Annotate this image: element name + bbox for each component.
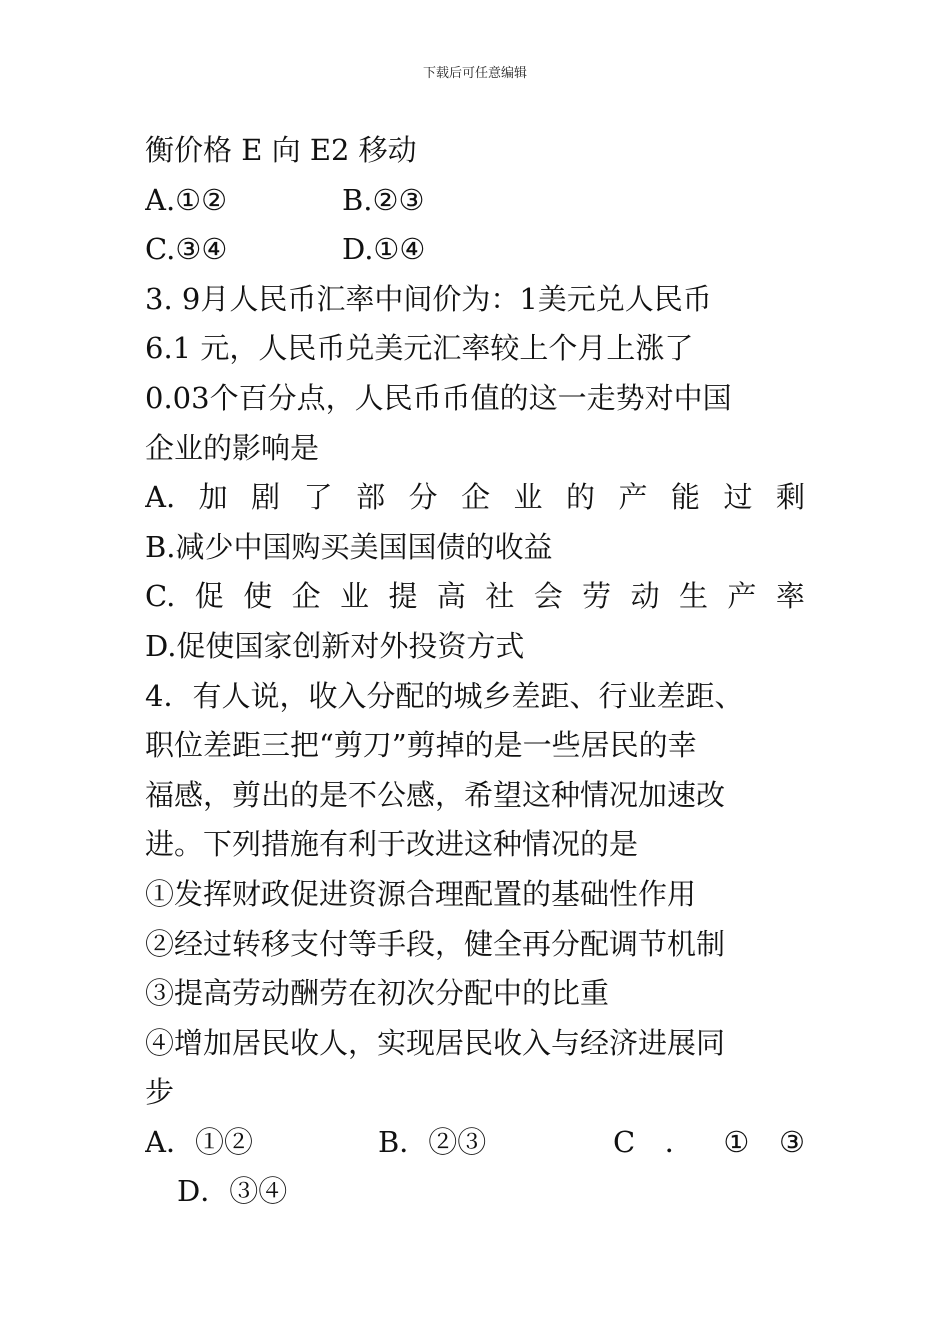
q3-option-a-char: 剧 (251, 480, 281, 515)
q3-option-c-char: C. (145, 579, 176, 614)
q4-option-c-char: ③ (779, 1124, 805, 1159)
q3-option-c-char: 高 (436, 579, 466, 614)
q4-stem-line-4: 进。下列措施有利于改进这种情况的是 (145, 827, 639, 862)
q3-option-c-char: 业 (340, 579, 370, 614)
q4-stem-line-1: 4．有人说，收入分配的城乡差距、行业差距、 (145, 678, 744, 713)
page-header: 下载后可任意编辑 (422, 66, 527, 81)
q3-option-a-char: 业 (513, 480, 543, 515)
q3-option-c-char: 使 (243, 579, 273, 614)
q3-option-a-char: 的 (566, 480, 596, 515)
q2-stem-tail: 衡价格 E 向 E2 移动 (145, 133, 417, 167)
q3-option-c (145, 572, 805, 622)
q4-item-2: ②经过转移支付等手段，健全再分配调节机制 (145, 926, 726, 961)
q4-stem-line-2: 职位差距三把“剪刀”剪掉的是一些居民的幸 (145, 728, 697, 763)
q4-item-1: ①发挥财政促进资源合理配置的基础性作用 (145, 876, 697, 911)
q3-option-c-char: 生 (679, 579, 709, 614)
q3-option-a (145, 473, 805, 523)
q3-option-a-char: 剩 (775, 480, 805, 515)
q3-option-a-char: 企 (461, 480, 491, 515)
q3-option-c-char: 率 (775, 579, 805, 614)
q3-option-c-char: 企 (291, 579, 321, 614)
q4-item-4: ④增加居民收人，实现居民收入与经济进展同 (145, 1025, 726, 1060)
q3-option-a-char: 分 (408, 480, 438, 515)
q3-option-c-char: 社 (485, 579, 515, 614)
q3-option-c-char: 产 (727, 579, 757, 614)
q3-option-c-char: 提 (388, 579, 418, 614)
q3-option-b: B.减少中国购买美国国债的收益 (145, 529, 553, 564)
q4-option-c-char: ① (723, 1124, 750, 1159)
q3-option-a-char: 部 (356, 480, 386, 515)
q3-option-a-char: 过 (723, 480, 753, 515)
q3-option-c-char: 会 (533, 579, 563, 614)
q2-options-row-1 (145, 176, 805, 226)
q4-option-c-char: ． (664, 1124, 694, 1159)
q3-stem-line-2: 6.1 元，人民币兑美元汇率较上个月上涨了 (145, 331, 694, 366)
document-body (145, 126, 805, 1217)
q3-option-a-char: A. (145, 480, 176, 515)
q2-option-b: B.②③ (342, 182, 425, 217)
q3-option-a-char: 能 (671, 480, 701, 515)
q3-stem-line-3: 0.03个百分点，人民币币值的这一走势对中国 (145, 380, 732, 415)
q4-option-a: A．①② (145, 1124, 253, 1159)
q4-option-c (613, 1118, 805, 1168)
q4-item-4-continued: 步 (145, 1075, 175, 1110)
q3-option-c-char: 促 (194, 579, 224, 614)
q4-item-3: ③提高劳动酬劳在初次分配中的比重 (145, 976, 610, 1011)
q3-option-c-char: 劳 (582, 579, 612, 614)
q2-option-c: C.③④ (145, 232, 228, 267)
q3-stem-line-4: 企业的影响是 (145, 430, 320, 465)
q4-option-c-char: C (613, 1124, 636, 1159)
q3-option-c-char: 动 (630, 579, 660, 614)
q3-option-d: D.促使国家创新对外投资方式 (145, 628, 525, 663)
q3-option-a-char: 了 (303, 480, 333, 515)
q4-option-b: B．②③ (378, 1124, 487, 1159)
q3-option-a-char: 产 (618, 480, 648, 515)
q2-option-a: A.①② (145, 182, 228, 217)
q3-stem-line-1: 3. 9月人民币汇率中间价为：1美元兑人民币 (145, 281, 712, 316)
q2-options-row-2 (145, 225, 805, 275)
q4-stem-line-3: 福感，剪出的是不公感，希望这种情况加速改 (145, 777, 726, 812)
q4-option-d: D．③④ (177, 1174, 288, 1209)
q3-option-a-char: 加 (198, 480, 228, 515)
q4-options-row (145, 1118, 805, 1168)
q2-option-d: D.①④ (342, 232, 426, 267)
